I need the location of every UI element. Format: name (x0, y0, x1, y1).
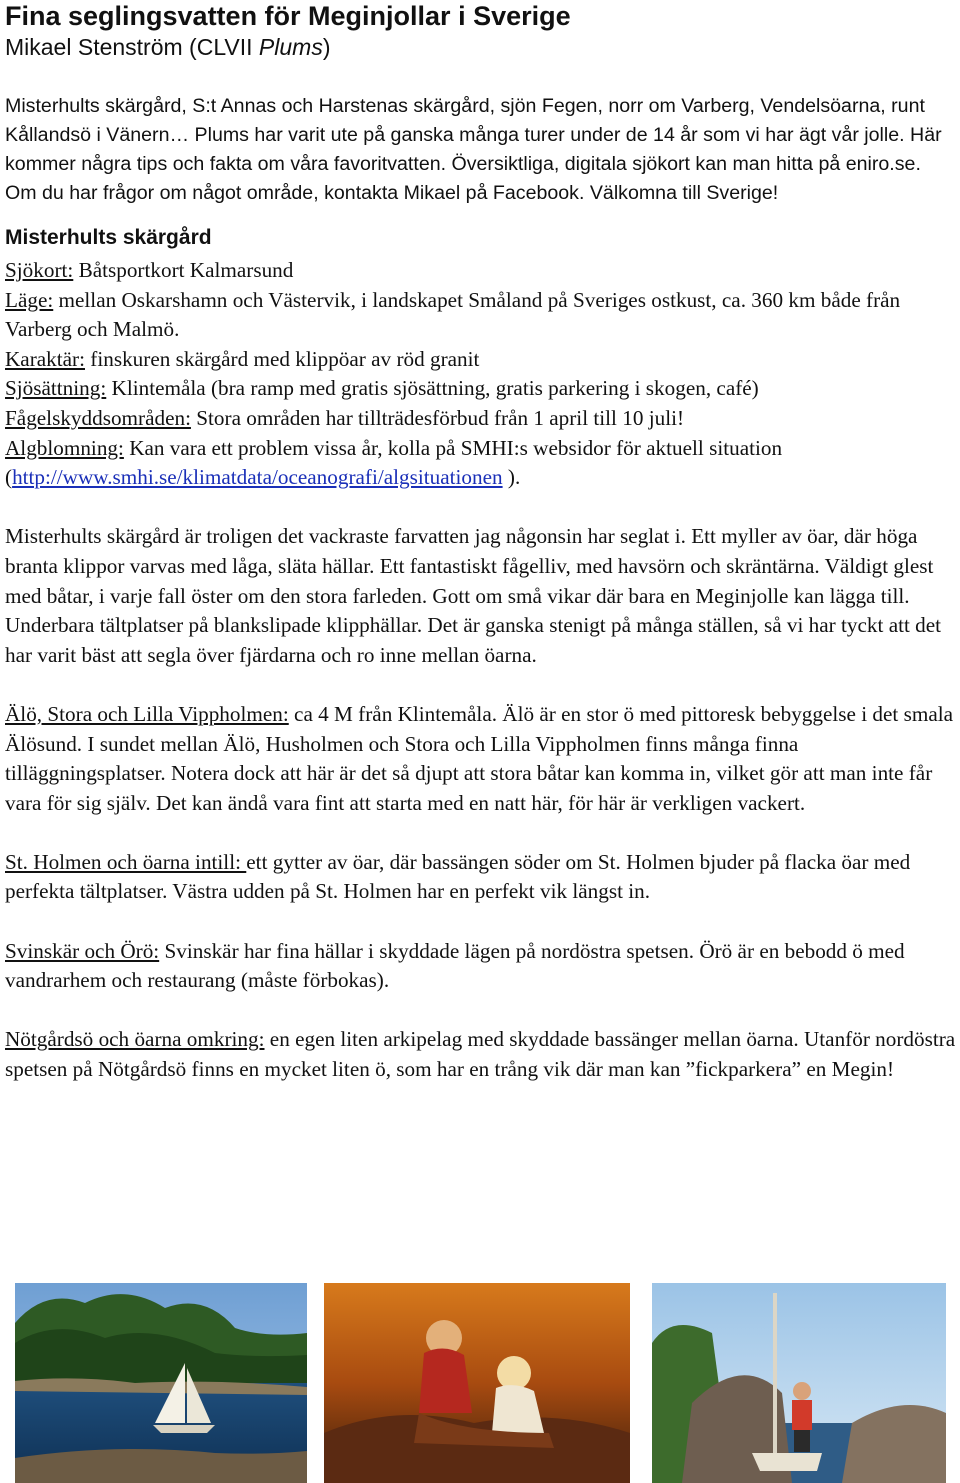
fact-text: Kan vara ett problem vissa år, kolla på SMHI:s websidor för aktuell situation ( (5, 435, 783, 490)
fact-character (5, 345, 957, 375)
smhi-link[interactable]: http://www.smhi.se/klimatdata/oceanografi/algsituationen (12, 465, 503, 490)
place-label: Svinskär och Örö: (5, 938, 160, 963)
photo-megin-dinghy-man (652, 1283, 946, 1483)
description-paragraph: Misterhults skärgård är troligen det vackraste farvatten jag någonsin har seglat i. Ett myller av öar, där höga branta klippor varvas med låga, släta hällar. Ett fantastiskt fågelliv, med havsörn och skräntärna. Väldigt glest med båtar, i varje fall öster om den stora farleden. Gott om små vikar där bara en Meginjolle kan lägga till. Underbara tältplatser på blankslipade klipphällar. Det är ganska stenigt på många ställen, så vi har tyckt att det har varit bäst att segla över fjärdarna och ro inne mellan öarna. (5, 524, 942, 667)
fact-text-end: ). (502, 465, 521, 490)
place-label: Nötgårdsö och öarna omkring: (5, 1027, 265, 1052)
author-suffix: ) (322, 34, 331, 60)
fact-text: finskuren skärgård med klippöar av röd granit (85, 346, 480, 371)
place-notgardso (5, 1025, 957, 1084)
place-text: en egen liten arkipelag med skyddade bassänger mellan öarna. Utanför nordöstra spetsen på Nötgårdsö finns en mycket liten ö, som har en trång vik där man kan ”fickparkera” en Megin! (5, 1027, 956, 1082)
fact-label: Karaktär: (5, 346, 85, 371)
author-prefix: Mikael Stenström (CLVII (5, 34, 259, 60)
fact-launch (5, 374, 957, 404)
fact-label: Läge: (5, 287, 54, 312)
photo-sailboat-island (15, 1283, 307, 1483)
fact-text: Stora områden har tillträdesförbud från 1 april till 10 juli! (190, 405, 685, 430)
place-st-holmen (5, 848, 957, 907)
section-title: Misterhults skärgård (5, 226, 212, 249)
fact-label: Algblomning: (5, 435, 124, 460)
intro-paragraph: Misterhults skärgård, S:t Annas och Harstenas skärgård, sjön Fegen, norr om Varberg, Vendelsöarna, runt Kållandsö i Vänern… Plums har varit ute på ganska många turer under de 14 år som vi har ägt vår jolle. Här kommer några tips och fakta om våra favoritvatten. Översiktliga, digitala sjökort kan man hitta på eniro.se. Om du har frågor om något område, kontakta Mikael på Facebook. Välkomna till Sverige! (5, 95, 942, 204)
facts-block (5, 256, 957, 1085)
fact-label: Sjösättning: (5, 376, 107, 401)
place-alo (5, 700, 957, 818)
place-text: ett gytter av öar, där bassängen söder om St. Holmen bjuder på flacka öar med perfekta tältplatser. Västra udden på St. Holmen har en perfekt vik längst in. (5, 849, 911, 904)
page-title: Fina seglingsvatten för Meginjollar i Sverige (5, 1, 571, 31)
place-label: St. Holmen och öarna intill: (5, 849, 247, 874)
fact-chart (5, 256, 957, 286)
fact-label: Sjökort: (5, 258, 74, 282)
fact-text: Båtsportkort Kalmarsund (73, 258, 294, 282)
place-text: ca 4 M från Klintemåla. Älö är en stor ö med pittoresk bebyggelse i det smala Älösund. I sundet mellan Älö, Husholmen och Stora och Lilla Vippholmen finns många finna tilläggningsplatser. Notera dock att här är det så djupt att stora båtar kan komma in, vilket gör att man inte får vara för sig själv. Det kan ändå vara fint att starta med en natt här, för här är verkligen vackert. (5, 701, 954, 815)
fact-bird-protection (5, 404, 957, 434)
author-line (5, 32, 957, 62)
author-boat: Plums (258, 34, 323, 60)
fact-location (5, 286, 957, 345)
fact-algae (5, 434, 957, 493)
fact-text: Klintemåla (bra ramp med gratis sjösättning, gratis parkering i skogen, café) (106, 376, 759, 401)
place-label: Älö, Stora och Lilla Vippholmen: (5, 701, 289, 726)
document-page (5, 0, 957, 1114)
photo-strip (0, 1283, 960, 1483)
place-text: Svinskär har fina hällar i skyddade lägen på nordöstra spetsen. Örö är en bebodd ö med vandrarhem och restaurang (måste förbokas). (5, 938, 905, 993)
fact-label: Fågelskyddsområden: (5, 405, 191, 430)
place-svinskar (5, 937, 957, 996)
fact-text: mellan Oskarshamn och Västervik, i landskapet Småland på Sveriges ostkust, ca. 360 km både från Varberg och Malmö. (5, 287, 901, 342)
photo-children-on-rocks (324, 1283, 630, 1483)
